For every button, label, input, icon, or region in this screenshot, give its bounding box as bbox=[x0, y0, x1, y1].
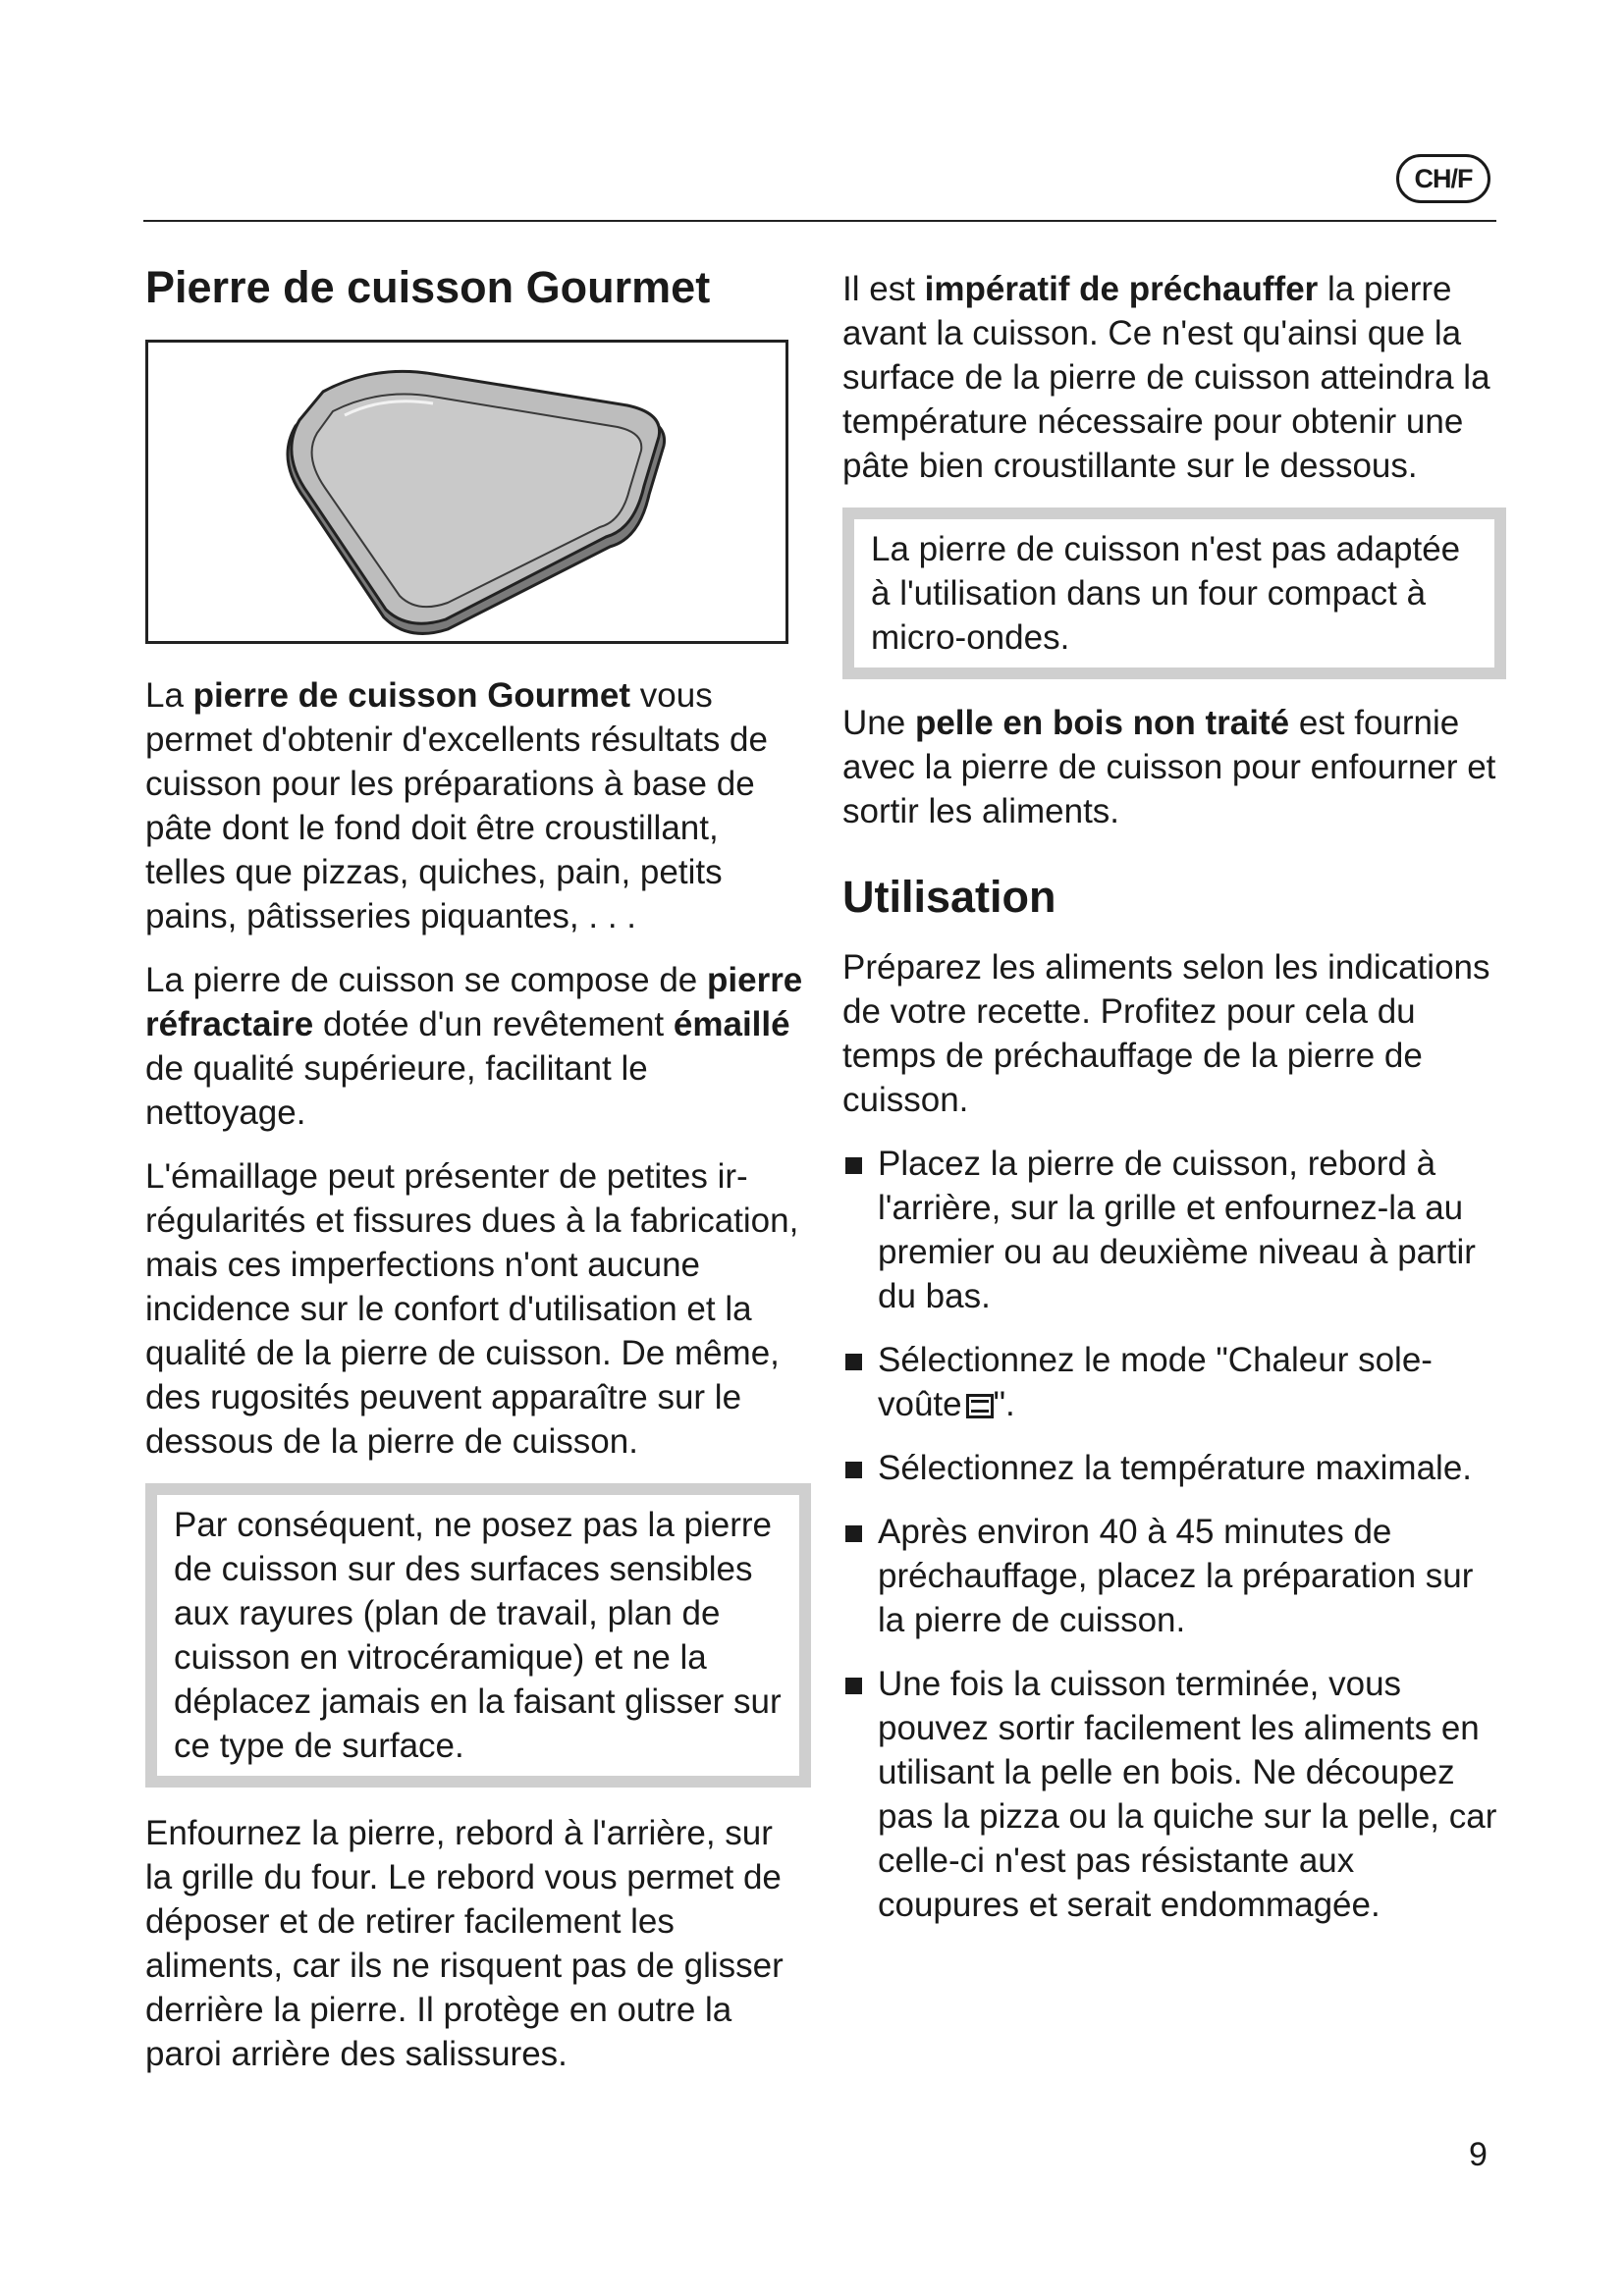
page-title: Pierre de cuisson Gourmet bbox=[145, 262, 711, 312]
baking-stone-icon bbox=[148, 343, 785, 641]
microwave-note: La pierre de cuisson n'est pas adaptée à l'utilisation dans un four compact à micro-ondes. bbox=[842, 507, 1506, 679]
step-item: Sélectionnez le mode "Chaleur sole-voûte ". bbox=[842, 1338, 1500, 1426]
step-item: Placez la pierre de cuisson, rebord à l'arrière, sur la grille et enfournez-la au premier ou au deuxième niveau à partir du bas. bbox=[842, 1142, 1500, 1318]
usage-intro: Préparez les aliments selon les indications de votre recette. Profitez pour cela du temps de préchauffage de la pierre de cuisson. bbox=[842, 948, 1490, 1119]
composition-paragraph: La pierre de cuisson se compose de pierre réfractaire dotée d'un revêtement émaillé de qualité supérieure, facilitant le nettoyage. bbox=[145, 961, 803, 1132]
left-column bbox=[145, 257, 803, 2096]
right-column bbox=[842, 267, 1500, 1947]
step-item: Une fois la cuisson terminée, vous pouvez sortir facilement les aliments en utilisant la pelle en bois. Ne découpez pas la pizza ou la quiche sur la pelle, car celle-ci n'est pas résistante aux coupures et serait endommagée. bbox=[842, 1662, 1500, 1927]
scratch-warning-note: Par conséquent, ne posez pas la pierre de cuisson sur des surfaces sensibles aux rayures (plan de travail, plan de cuisson en vitrocéramique) et ne la déplacez jamais en la faisant glisser sur ce type de surface. bbox=[145, 1483, 811, 1788]
step-item: Sélectionnez la température maximale. bbox=[842, 1446, 1500, 1490]
header-rule bbox=[143, 220, 1496, 222]
usage-heading: Utilisation bbox=[842, 872, 1056, 922]
preheat-paragraph: Il est impératif de préchauffer la pierre avant la cuisson. Ce n'est qu'ainsi que la surface de la pierre de cuisson atteindra la température nécessaire pour obtenir une pâte bien croustillante sur le dessous. bbox=[842, 270, 1490, 485]
step-item: Après environ 40 à 45 minutes de préchauffage, placez la préparation sur la pierre de cuisson. bbox=[842, 1510, 1500, 1642]
baking-stone-figure bbox=[145, 340, 788, 644]
peel-paragraph: Une pelle en bois non traité est fournie avec la pierre de cuisson pour enfourner et sortir les aliments. bbox=[842, 704, 1496, 830]
intro-paragraph: La pierre de cuisson Gourmet vous permet d'obtenir d'excellents résultats de cuisson pour les préparations à base de pâte dont le fond doit être croustillant, telles que pizzas, quiches, pain, petits pains, pâtisseries piquantes, . . . bbox=[145, 676, 768, 935]
country-badge: CH/F bbox=[1396, 154, 1490, 203]
usage-steps bbox=[842, 1142, 1500, 1927]
enamel-paragraph: L'émaillage peut présenter de petites irrégularités et fissures dues à la fabrication, mais ces imperfections n'ont aucune incidence sur le confort d'utilisation et la qualité de la pierre de cuisson. De même, des rugosités peuvent apparaître sur le dessous de la pierre de cuisson. bbox=[145, 1157, 799, 1461]
top-bottom-heat-icon bbox=[966, 1394, 994, 1418]
page-number: 9 bbox=[1469, 2136, 1488, 2173]
insert-paragraph: Enfournez la pierre, rebord à l'arrière, sur la grille du four. Le rebord vous permet de déposer et de retirer facilement les aliments, car ils ne risquent pas de glisser derrière la pierre. Il protège en outre la paroi arrière des salissures. bbox=[145, 1814, 784, 2073]
